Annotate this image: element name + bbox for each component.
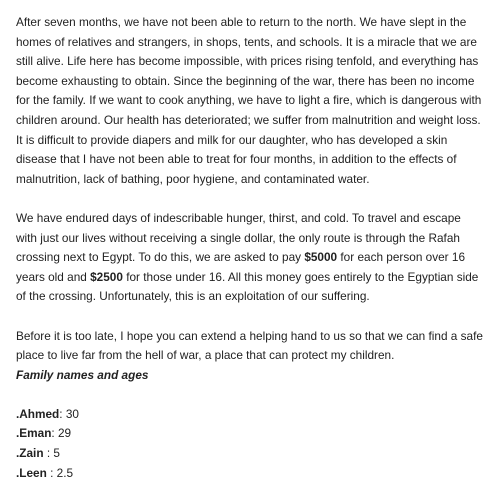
paragraph-appeal: Before it is too late, I hope you can extend a helping hand to us so that we can find a safe place to live far from the hell of war, a place that can protect my children. [16, 328, 483, 363]
member-name: Ahmed [19, 406, 60, 421]
paragraph-crossing [16, 209, 484, 307]
family-heading: Family names and ages [16, 367, 149, 382]
paragraph-crossing-text-b: for each person over 16 years old and [16, 250, 466, 284]
member-separator: : [51, 426, 58, 441]
document-body [16, 13, 484, 483]
member-prefix: . [16, 426, 20, 441]
member-age: 5 [53, 446, 60, 461]
member-prefix: . [16, 465, 20, 480]
family-member-leen [16, 464, 484, 483]
paragraph-crossing-text-a: We have endured days of indescribable hunger, thirst, and cold. To travel and escape with just our lives without receiving a single dollar, the only route is through the Rafah crossing next to Egypt. To do this, we are asked to pay [16, 210, 461, 265]
paragraph-crossing-text-c: for those under 16. All this money goes entirely to the Egyptian side of the crossing. Unfortunately, this is an exploitation of our suffering. [16, 269, 479, 304]
member-age: 2.5 [56, 465, 74, 480]
family-member-zain [16, 444, 484, 464]
family-member-eman [16, 424, 484, 444]
member-name: Leen [19, 465, 47, 480]
member-name: Eman [19, 426, 52, 441]
member-name: Zain [19, 446, 44, 461]
member-prefix: . [16, 446, 20, 461]
member-separator: : [46, 465, 57, 480]
family-list [16, 405, 484, 483]
adult-fee-amount: $5000 [304, 250, 338, 265]
child-fee-amount: $2500 [90, 269, 123, 284]
member-separator: : [59, 406, 66, 421]
paragraph-situation: After seven months, we have not been able to return to the north. We have slept in the homes of relatives and strangers, in shops, tents, and schools. It is a miracle that we are still alive. Life here has become impossible, with prices rising tenfold, and everything has become exhausting to obtain. Since the beginning of the war, there has been no income for the family. If we want to cook anything, we have to light a fire, which is dangerous with children around. Our health has deteriorated; we suffer from malnutrition and weight loss. It is difficult to provide diapers and milk for our daughter, who has developed a skin disease that I have not been able to treat for four months, in addition to the effects of malnutrition, lack of bathing, poor hygiene, and contaminated water. [16, 15, 482, 186]
member-age: 30 [65, 406, 79, 421]
family-member-ahmed [16, 405, 484, 425]
member-age: 29 [57, 426, 72, 441]
member-separator: : [43, 446, 54, 461]
member-prefix: . [16, 406, 20, 421]
